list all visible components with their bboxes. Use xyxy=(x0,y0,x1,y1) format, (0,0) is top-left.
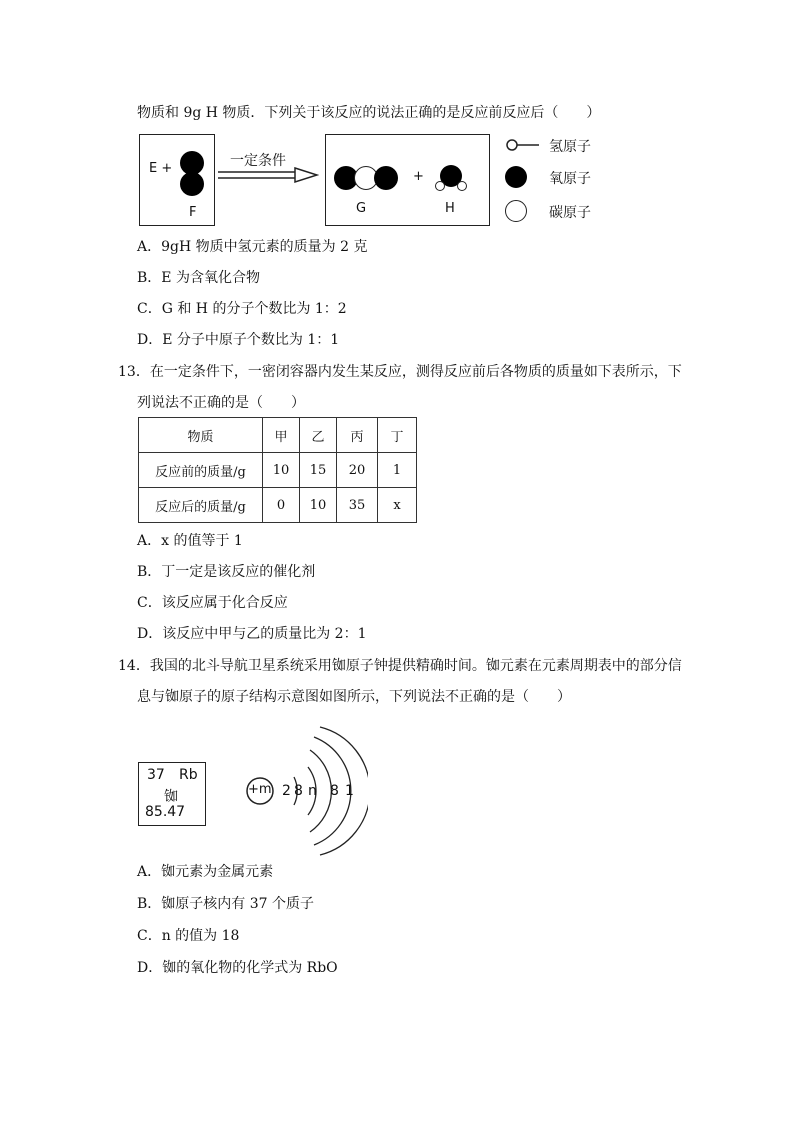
q13-option-d[interactable]: D．该反应中甲与乙的质量比为 2：1 xyxy=(137,626,367,642)
q12-stem: 物质和 9g H 物质．下列关于该反应的说法正确的是反应前反应后（ ） xyxy=(137,105,601,121)
q13-option-b[interactable]: B．丁一定是该反应的催化剂 xyxy=(137,564,316,580)
element-name: 铷 xyxy=(164,789,178,805)
table-header-cell: 乙 xyxy=(300,418,337,453)
condition-label: 一定条件 xyxy=(230,153,286,169)
table-cell: 15 xyxy=(300,453,337,488)
reaction-arrow-icon xyxy=(217,165,319,185)
shell-3-count: n xyxy=(308,783,317,799)
e-label: E + xyxy=(149,161,173,176)
hydrogen-atom xyxy=(435,181,445,191)
mass-table xyxy=(138,417,417,523)
q13-stem-line2: 列说法不正确的是（ ） xyxy=(137,395,305,411)
table-cell: 反应前的质量/g xyxy=(139,453,263,488)
table-header-cell: 丙 xyxy=(337,418,378,453)
q13-option-a[interactable]: A．x 的值等于 1 xyxy=(137,533,243,549)
table-cell: 35 xyxy=(337,488,378,523)
reactant-box xyxy=(139,134,215,226)
q14-option-d[interactable]: D．铷的氧化物的化学式为 RbO xyxy=(137,960,338,976)
h-label: H xyxy=(445,201,455,216)
q12-option-a[interactable]: A．9gH 物质中氢元素的质量为 2 克 xyxy=(137,239,368,255)
table-cell: 0 xyxy=(263,488,300,523)
q14-stem-line1: 14．我国的北斗导航卫星系统采用铷原子钟提供精确时间。铷元素在元素周期表中的部分信 xyxy=(118,658,682,674)
oxygen-atom xyxy=(374,166,398,190)
q12-option-c[interactable]: C．G 和 H 的分子个数比为 1：2 xyxy=(137,301,347,317)
legend-hydrogen: 氢原子 xyxy=(549,139,591,155)
product-box xyxy=(325,134,490,226)
table-cell: 20 xyxy=(337,453,378,488)
q14-stem-line2: 息与铷原子的原子结构示意图如图所示，下列说法不正确的是（ ） xyxy=(137,689,571,705)
atomic-number: 37 xyxy=(147,767,165,783)
g-label: G xyxy=(356,201,367,216)
table-cell: 反应后的质量/g xyxy=(139,488,263,523)
table-header-cell: 物质 xyxy=(139,418,263,453)
hydrogen-atom xyxy=(457,181,467,191)
table-header-row xyxy=(139,418,417,453)
table-cell: 1 xyxy=(378,453,417,488)
shell-2-count: 8 xyxy=(294,783,303,799)
q12-option-d[interactable]: D．E 分子中原子个数比为 1：1 xyxy=(137,332,340,348)
element-symbol: Rb xyxy=(179,767,198,783)
nucleus-charge: +m xyxy=(248,782,272,797)
element-cell xyxy=(138,762,206,826)
q14-option-a[interactable]: A．铷元素为金属元素 xyxy=(137,864,274,880)
legend-oxygen: 氧原子 xyxy=(549,171,591,187)
q12-option-b[interactable]: B．E 为含氧化合物 xyxy=(137,270,260,286)
f-label: F xyxy=(189,205,197,220)
shell-1-count: 2 xyxy=(282,783,291,799)
table-row xyxy=(139,488,417,523)
q13-stem-line1: 13．在一定条件下，一密闭容器内发生某反应，测得反应前后各物质的质量如下表所示，下 xyxy=(118,364,682,380)
shell-5-count: 1 xyxy=(345,783,354,799)
table-header-cell: 甲 xyxy=(263,418,300,453)
plus-sign: + xyxy=(413,169,424,184)
table-cell: 10 xyxy=(300,488,337,523)
q13-option-c[interactable]: C．该反应属于化合反应 xyxy=(137,595,288,611)
carbon-legend-icon xyxy=(505,200,527,222)
table-cell: 10 xyxy=(263,453,300,488)
oxygen-legend-icon xyxy=(505,166,527,188)
legend-carbon: 碳原子 xyxy=(549,205,591,221)
q14-option-c[interactable]: C．n 的值为 18 xyxy=(137,928,240,944)
shell-4-count: 8 xyxy=(330,783,339,799)
hydrogen-legend-icon xyxy=(505,138,541,152)
table-header-cell: 丁 xyxy=(378,418,417,453)
oxygen-atom xyxy=(180,172,204,196)
table-row xyxy=(139,453,417,488)
table-cell: x xyxy=(378,488,417,523)
atomic-mass: 85.47 xyxy=(145,804,186,820)
q14-option-b[interactable]: B．铷原子核内有 37 个质子 xyxy=(137,896,315,912)
